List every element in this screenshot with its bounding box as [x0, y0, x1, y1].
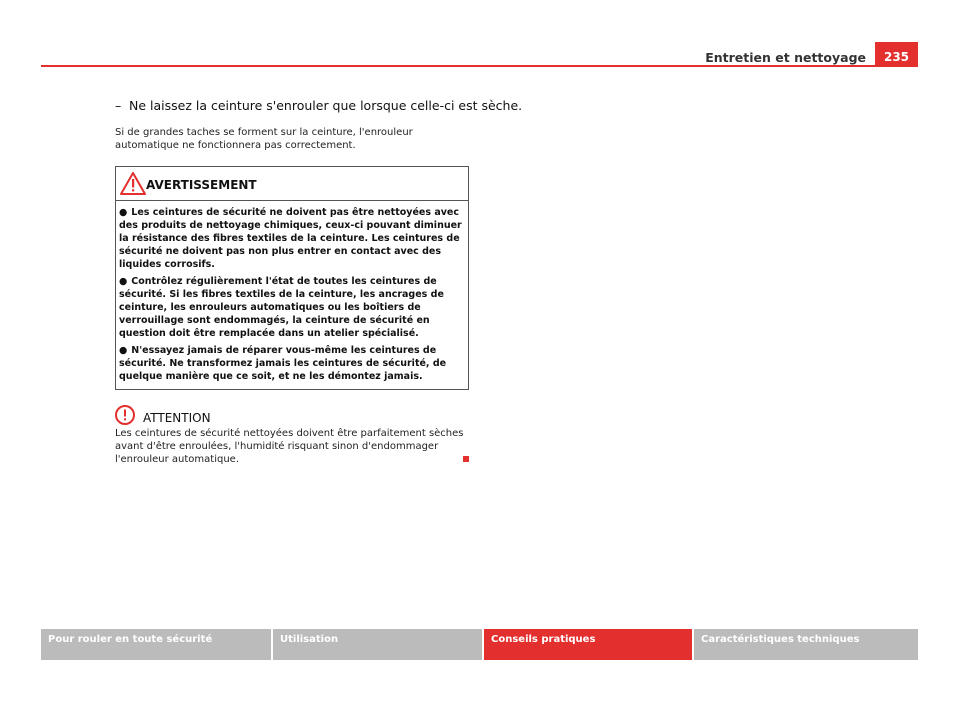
footer-tab-caracteristiques[interactable]: Caractéristiques techniques: [694, 629, 918, 660]
attention-title: ATTENTION: [143, 411, 211, 425]
exclamation-circle-icon: [115, 405, 135, 425]
section-title: Entretien et nettoyage: [705, 50, 866, 65]
intro-paragraph: Si de grandes taches se forment sur la ceinture, l'enrouleur automatique ne fonctionnera pas correctement.: [115, 127, 413, 151]
warning-item-text: N'essayez jamais de réparer vous-même les ceintures de sécurité. Ne transformez jamais les ceintures de sécurité, de quelque manière que ce soit, et ne les démontez jamais.: [119, 345, 447, 382]
dash-item: [115, 98, 523, 114]
page-number: 235: [875, 42, 918, 66]
warning-triangle-icon: [120, 172, 146, 195]
warning-item-text: Contrôlez régulièrement l'état de toutes les ceintures de sécurité. Si les fibres textiles de la ceinture, les ancrages de ceinture, les enrouleurs automatiques ou les boîtiers de verrouillage sont endommagés, la ceinture de sécurité en question doit être remplacée dans un atelier spécialisé.: [119, 276, 444, 339]
warning-header: [116, 167, 468, 201]
dash-symbol: –: [115, 98, 122, 113]
warning-body: [116, 201, 468, 389]
footer-tabs: [41, 629, 918, 660]
main-content: [115, 98, 523, 466]
warning-box: [115, 166, 469, 390]
warning-item: [119, 275, 464, 340]
warning-item-text: Les ceintures de sécurité ne doivent pas être nettoyées avec des produits de nettoyage chimiques, ceux-ci pouvant diminuer la résistance des fibres textiles de la ceinture. Les ceintures de sécurité ne doivent pas non plus entrer en contact avec des liquides corrosifs.: [119, 207, 462, 270]
dash-item-text: Ne laissez la ceinture s'enrouler que lorsque celle-ci est sèche.: [129, 98, 523, 113]
attention-text-content: Les ceintures de sécurité nettoyées doivent être parfaitement sèches avant d'être enroulées, l'humidité risquant sinon d'endommager l'enrouleur automatique.: [115, 428, 464, 465]
bullet-icon: ●: [119, 345, 128, 356]
bullet-icon: ●: [119, 276, 128, 287]
end-mark-icon: [463, 456, 469, 462]
attention-header: [115, 405, 469, 427]
warning-title: AVERTISSEMENT: [146, 178, 257, 192]
bullet-icon: ●: [119, 207, 128, 218]
footer-tab-securite[interactable]: Pour rouler en toute sécurité: [41, 629, 273, 660]
attention-text: [115, 427, 469, 466]
warning-item: [119, 206, 464, 271]
warning-item: [119, 344, 464, 383]
footer-tab-utilisation[interactable]: Utilisation: [273, 629, 484, 660]
header-rule: [41, 65, 918, 67]
footer-tab-conseils[interactable]: Conseils pratiques: [484, 629, 694, 660]
